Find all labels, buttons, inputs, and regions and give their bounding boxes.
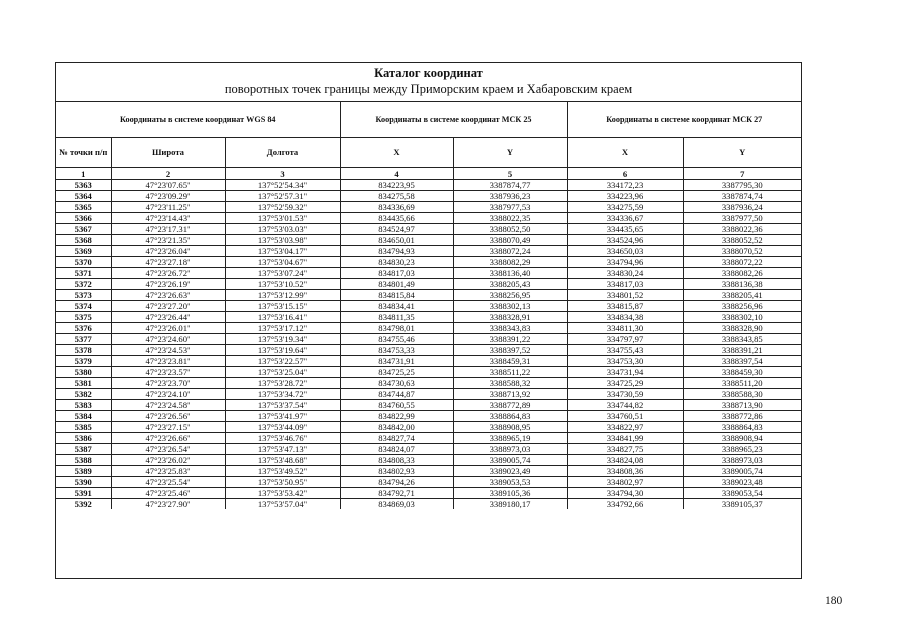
longitude-cell: 137°53'19.64" <box>225 345 340 356</box>
y-msk25-cell: 3388713,92 <box>453 389 567 400</box>
latitude-cell: 47°23'25.54" <box>111 477 225 488</box>
x-msk25-cell: 834730,63 <box>340 378 453 389</box>
y-msk27-cell: 3388713,90 <box>683 400 801 411</box>
latitude-cell: 47°23'27.18" <box>111 257 225 268</box>
header-x-msk27: X <box>567 138 683 168</box>
longitude-cell: 137°53'07.24" <box>225 268 340 279</box>
x-msk25-cell: 834731,91 <box>340 356 453 367</box>
table-row <box>56 290 801 301</box>
x-msk27-cell: 334830,24 <box>567 268 683 279</box>
table-row <box>56 345 801 356</box>
column-number: 6 <box>567 168 683 180</box>
latitude-cell: 47°23'26.56" <box>111 411 225 422</box>
x-msk27-cell: 334822,97 <box>567 422 683 433</box>
longitude-cell: 137°53'22.57" <box>225 356 340 367</box>
longitude-cell: 137°53'04.67" <box>225 257 340 268</box>
x-msk25-cell: 834801,49 <box>340 279 453 290</box>
table-row <box>56 246 801 257</box>
x-msk25-cell: 834822,99 <box>340 411 453 422</box>
x-msk25-cell: 834435,66 <box>340 213 453 224</box>
longitude-cell: 137°53'34.72" <box>225 389 340 400</box>
table-row <box>56 422 801 433</box>
x-msk27-cell: 334435,65 <box>567 224 683 235</box>
point-number-cell: 5377 <box>56 334 111 345</box>
header-y-msk27: Y <box>683 138 801 168</box>
y-msk25-cell: 3388256,95 <box>453 290 567 301</box>
x-msk25-cell: 834275,58 <box>340 191 453 202</box>
y-msk25-cell: 3388343,83 <box>453 323 567 334</box>
column-number: 2 <box>111 168 225 180</box>
x-msk27-cell: 334834,38 <box>567 312 683 323</box>
longitude-cell: 137°53'46.76" <box>225 433 340 444</box>
table-row <box>56 477 801 488</box>
y-msk27-cell: 3388082,26 <box>683 268 801 279</box>
x-msk27-cell: 334755,43 <box>567 345 683 356</box>
table-row <box>56 389 801 400</box>
table-row <box>56 455 801 466</box>
point-number-cell: 5376 <box>56 323 111 334</box>
point-number-cell: 5366 <box>56 213 111 224</box>
point-number-cell: 5391 <box>56 488 111 499</box>
longitude-cell: 137°53'16.41" <box>225 312 340 323</box>
point-number-cell: 5370 <box>56 257 111 268</box>
latitude-cell: 47°23'26.72" <box>111 268 225 279</box>
table-row <box>56 224 801 235</box>
latitude-cell: 47°23'23.81" <box>111 356 225 367</box>
x-msk27-cell: 334824,08 <box>567 455 683 466</box>
y-msk27-cell: 3389005,74 <box>683 466 801 477</box>
y-msk25-cell: 3388391,22 <box>453 334 567 345</box>
x-msk25-cell: 834760,55 <box>340 400 453 411</box>
header-y-msk25: Y <box>453 138 567 168</box>
y-msk27-cell: 3388965,23 <box>683 444 801 455</box>
latitude-cell: 47°23'24.60" <box>111 334 225 345</box>
y-msk27-cell: 3388864,83 <box>683 422 801 433</box>
y-msk25-cell: 3388205,43 <box>453 279 567 290</box>
longitude-cell: 137°53'49.52" <box>225 466 340 477</box>
latitude-cell: 47°23'11.25" <box>111 202 225 213</box>
point-number-cell: 5373 <box>56 290 111 301</box>
x-msk27-cell: 334524,96 <box>567 235 683 246</box>
point-number-cell: 5365 <box>56 202 111 213</box>
latitude-cell: 47°23'24.58" <box>111 400 225 411</box>
header-msk27: Координаты в системе координат МСК 27 <box>567 102 801 138</box>
x-msk27-cell: 334797,97 <box>567 334 683 345</box>
longitude-cell: 137°53'25.04" <box>225 367 340 378</box>
y-msk27-cell: 3387977,50 <box>683 213 801 224</box>
y-msk25-cell: 3388072,24 <box>453 246 567 257</box>
x-msk25-cell: 834817,03 <box>340 268 453 279</box>
longitude-cell: 137°53'01.53" <box>225 213 340 224</box>
latitude-cell: 47°23'24.53" <box>111 345 225 356</box>
y-msk27-cell: 3388022,36 <box>683 224 801 235</box>
longitude-cell: 137°52'59.32" <box>225 202 340 213</box>
table-body <box>56 180 801 510</box>
y-msk25-cell: 3389105,36 <box>453 488 567 499</box>
point-number-cell: 5385 <box>56 422 111 433</box>
longitude-cell: 137°53'04.17" <box>225 246 340 257</box>
point-number-cell: 5388 <box>56 455 111 466</box>
longitude-cell: 137°53'17.12" <box>225 323 340 334</box>
x-msk25-cell: 834815,84 <box>340 290 453 301</box>
table-row <box>56 257 801 268</box>
longitude-cell: 137°53'47.13" <box>225 444 340 455</box>
y-msk27-cell: 3388391,21 <box>683 345 801 356</box>
x-msk27-cell: 334760,51 <box>567 411 683 422</box>
latitude-cell: 47°23'17.31" <box>111 224 225 235</box>
x-msk25-cell: 834842,00 <box>340 422 453 433</box>
column-header-row <box>56 138 801 168</box>
point-number-cell: 5384 <box>56 411 111 422</box>
y-msk27-cell: 3388070,52 <box>683 246 801 257</box>
point-number-cell: 5383 <box>56 400 111 411</box>
latitude-cell: 47°23'27.15" <box>111 422 225 433</box>
header-x-msk25: X <box>340 138 453 168</box>
page-number: 180 <box>825 595 843 607</box>
x-msk25-cell: 834755,46 <box>340 334 453 345</box>
longitude-cell: 137°53'19.34" <box>225 334 340 345</box>
latitude-cell: 47°23'26.02" <box>111 455 225 466</box>
x-msk25-cell: 834808,33 <box>340 455 453 466</box>
table-row <box>56 235 801 246</box>
system-header-row <box>56 102 801 138</box>
column-number: 5 <box>453 168 567 180</box>
point-number-cell: 5382 <box>56 389 111 400</box>
x-msk27-cell: 334801,52 <box>567 290 683 301</box>
point-number-cell: 5363 <box>56 180 111 191</box>
y-msk25-cell: 3387874,77 <box>453 180 567 191</box>
y-msk25-cell: 3389180,17 <box>453 499 567 510</box>
latitude-cell: 47°23'26.54" <box>111 444 225 455</box>
latitude-cell: 47°23'26.63" <box>111 290 225 301</box>
table-row <box>56 400 801 411</box>
header-wgs84: Координаты в системе координат WGS 84 <box>56 102 340 138</box>
y-msk27-cell: 3388588,30 <box>683 389 801 400</box>
x-msk25-cell: 834798,01 <box>340 323 453 334</box>
y-msk25-cell: 3389005,74 <box>453 455 567 466</box>
column-number: 1 <box>56 168 111 180</box>
latitude-cell: 47°23'09.29" <box>111 191 225 202</box>
point-number-cell: 5378 <box>56 345 111 356</box>
y-msk27-cell: 3388052,52 <box>683 235 801 246</box>
x-msk27-cell: 334172,23 <box>567 180 683 191</box>
x-msk27-cell: 334802,97 <box>567 477 683 488</box>
x-msk25-cell: 834827,74 <box>340 433 453 444</box>
y-msk27-cell: 3388205,41 <box>683 290 801 301</box>
latitude-cell: 47°23'26.44" <box>111 312 225 323</box>
y-msk27-cell: 3388136,38 <box>683 279 801 290</box>
y-msk25-cell: 3387977,53 <box>453 202 567 213</box>
catalog-subtitle: поворотных точек границы между Приморским краем и Хабаровским краем <box>224 82 633 96</box>
y-msk25-cell: 3388052,50 <box>453 224 567 235</box>
longitude-cell: 137°53'10.52" <box>225 279 340 290</box>
longitude-cell: 137°53'03.98" <box>225 235 340 246</box>
y-msk25-cell: 3388022,35 <box>453 213 567 224</box>
x-msk25-cell: 834725,25 <box>340 367 453 378</box>
table-row <box>56 378 801 389</box>
y-msk25-cell: 3388459,31 <box>453 356 567 367</box>
x-msk25-cell: 834834,41 <box>340 301 453 312</box>
x-msk27-cell: 334794,30 <box>567 488 683 499</box>
y-msk27-cell: 3388397,54 <box>683 356 801 367</box>
x-msk25-cell: 834753,33 <box>340 345 453 356</box>
column-number-row <box>56 168 801 180</box>
y-msk25-cell: 3388082,29 <box>453 257 567 268</box>
y-msk25-cell: 3388397,52 <box>453 345 567 356</box>
y-msk25-cell: 3388328,91 <box>453 312 567 323</box>
longitude-cell: 137°53'41.97" <box>225 411 340 422</box>
longitude-cell: 137°53'28.72" <box>225 378 340 389</box>
point-number-cell: 5368 <box>56 235 111 246</box>
table-row <box>56 499 801 510</box>
x-msk27-cell: 334730,59 <box>567 389 683 400</box>
table-row <box>56 367 801 378</box>
x-msk27-cell: 334275,59 <box>567 202 683 213</box>
y-msk25-cell: 3388864,83 <box>453 411 567 422</box>
y-msk25-cell: 3388965,19 <box>453 433 567 444</box>
y-msk27-cell: 3389105,37 <box>683 499 801 510</box>
x-msk27-cell: 334744,82 <box>567 400 683 411</box>
x-msk25-cell: 834830,23 <box>340 257 453 268</box>
latitude-cell: 47°23'23.57" <box>111 367 225 378</box>
x-msk25-cell: 834524,97 <box>340 224 453 235</box>
x-msk25-cell: 834744,87 <box>340 389 453 400</box>
y-msk27-cell: 3389053,54 <box>683 488 801 499</box>
longitude-cell: 137°53'50.95" <box>225 477 340 488</box>
table-row <box>56 488 801 499</box>
y-msk25-cell: 3388973,03 <box>453 444 567 455</box>
y-msk25-cell: 3388136,40 <box>453 268 567 279</box>
latitude-cell: 47°23'25.46" <box>111 488 225 499</box>
longitude-cell: 137°53'48.68" <box>225 455 340 466</box>
table-row <box>56 268 801 279</box>
x-msk27-cell: 334753,30 <box>567 356 683 367</box>
column-number: 7 <box>683 168 801 180</box>
latitude-cell: 47°23'25.83" <box>111 466 225 477</box>
latitude-cell: 47°23'23.70" <box>111 378 225 389</box>
coordinate-catalog <box>55 62 802 579</box>
header-longitude: Долгота <box>225 138 340 168</box>
point-number-cell: 5371 <box>56 268 111 279</box>
point-number-cell: 5375 <box>56 312 111 323</box>
y-msk27-cell: 3387795,30 <box>683 180 801 191</box>
x-msk27-cell: 334794,96 <box>567 257 683 268</box>
x-msk25-cell: 834792,71 <box>340 488 453 499</box>
point-number-cell: 5386 <box>56 433 111 444</box>
latitude-cell: 47°23'26.19" <box>111 279 225 290</box>
longitude-cell: 137°53'12.99" <box>225 290 340 301</box>
x-msk25-cell: 834794,26 <box>340 477 453 488</box>
table-row <box>56 279 801 290</box>
point-number-cell: 5374 <box>56 301 111 312</box>
point-number-cell: 5369 <box>56 246 111 257</box>
latitude-cell: 47°23'26.01" <box>111 323 225 334</box>
table-row <box>56 301 801 312</box>
y-msk25-cell: 3388588,32 <box>453 378 567 389</box>
latitude-cell: 47°23'21.35" <box>111 235 225 246</box>
y-msk27-cell: 3388343,85 <box>683 334 801 345</box>
point-number-cell: 5392 <box>56 499 111 510</box>
latitude-cell: 47°23'27.20" <box>111 301 225 312</box>
table-row <box>56 323 801 334</box>
y-msk25-cell: 3389053,53 <box>453 477 567 488</box>
longitude-cell: 137°52'54.34" <box>225 180 340 191</box>
x-msk27-cell: 334336,67 <box>567 213 683 224</box>
latitude-cell: 47°23'26.04" <box>111 246 225 257</box>
point-number-cell: 5390 <box>56 477 111 488</box>
table-row <box>56 312 801 323</box>
x-msk25-cell: 834336,69 <box>340 202 453 213</box>
x-msk27-cell: 334817,03 <box>567 279 683 290</box>
coordinates-table <box>56 102 801 509</box>
y-msk27-cell: 3387936,24 <box>683 202 801 213</box>
y-msk27-cell: 3388072,22 <box>683 257 801 268</box>
longitude-cell: 137°52'57.31" <box>225 191 340 202</box>
y-msk27-cell: 3388459,30 <box>683 367 801 378</box>
longitude-cell: 137°53'44.09" <box>225 422 340 433</box>
y-msk27-cell: 3387874,74 <box>683 191 801 202</box>
point-number-cell: 5381 <box>56 378 111 389</box>
longitude-cell: 137°53'15.15" <box>225 301 340 312</box>
y-msk25-cell: 3388511,22 <box>453 367 567 378</box>
y-msk25-cell: 3388908,95 <box>453 422 567 433</box>
table-row <box>56 213 801 224</box>
point-number-cell: 5379 <box>56 356 111 367</box>
x-msk27-cell: 334841,99 <box>567 433 683 444</box>
table-row <box>56 444 801 455</box>
y-msk25-cell: 3388302,13 <box>453 301 567 312</box>
point-number-cell: 5364 <box>56 191 111 202</box>
y-msk27-cell: 3389023,48 <box>683 477 801 488</box>
latitude-cell: 47°23'24.10" <box>111 389 225 400</box>
latitude-cell: 47°23'14.43" <box>111 213 225 224</box>
latitude-cell: 47°23'07.65" <box>111 180 225 191</box>
y-msk25-cell: 3389023,49 <box>453 466 567 477</box>
x-msk27-cell: 334731,94 <box>567 367 683 378</box>
y-msk27-cell: 3388973,03 <box>683 455 801 466</box>
table-row <box>56 180 801 191</box>
table-row <box>56 433 801 444</box>
title-block <box>56 63 801 102</box>
header-msk25: Координаты в системе координат МСК 25 <box>340 102 567 138</box>
table-row <box>56 411 801 422</box>
x-msk27-cell: 334808,36 <box>567 466 683 477</box>
latitude-cell: 47°23'27.90" <box>111 499 225 510</box>
catalog-title: Каталог координат <box>374 66 483 80</box>
x-msk27-cell: 334811,30 <box>567 323 683 334</box>
x-msk25-cell: 834223,95 <box>340 180 453 191</box>
x-msk25-cell: 834802,93 <box>340 466 453 477</box>
header-latitude: Широта <box>111 138 225 168</box>
y-msk27-cell: 3388302,10 <box>683 312 801 323</box>
x-msk25-cell: 834650,01 <box>340 235 453 246</box>
x-msk27-cell: 334223,96 <box>567 191 683 202</box>
point-number-cell: 5387 <box>56 444 111 455</box>
table-row <box>56 334 801 345</box>
x-msk27-cell: 334792,66 <box>567 499 683 510</box>
point-number-cell: 5389 <box>56 466 111 477</box>
longitude-cell: 137°53'37.54" <box>225 400 340 411</box>
x-msk27-cell: 334827,75 <box>567 444 683 455</box>
point-number-cell: 5367 <box>56 224 111 235</box>
x-msk27-cell: 334650,03 <box>567 246 683 257</box>
longitude-cell: 137°53'57.04" <box>225 499 340 510</box>
y-msk27-cell: 3388328,90 <box>683 323 801 334</box>
y-msk25-cell: 3388070,49 <box>453 235 567 246</box>
y-msk27-cell: 3388772,86 <box>683 411 801 422</box>
y-msk27-cell: 3388908,94 <box>683 433 801 444</box>
x-msk25-cell: 834869,03 <box>340 499 453 510</box>
column-number: 4 <box>340 168 453 180</box>
column-number: 3 <box>225 168 340 180</box>
longitude-cell: 137°53'03.03" <box>225 224 340 235</box>
y-msk25-cell: 3388772,89 <box>453 400 567 411</box>
x-msk25-cell: 834794,93 <box>340 246 453 257</box>
table-row <box>56 356 801 367</box>
y-msk27-cell: 3388511,20 <box>683 378 801 389</box>
table-row <box>56 202 801 213</box>
x-msk25-cell: 834811,35 <box>340 312 453 323</box>
x-msk25-cell: 834824,07 <box>340 444 453 455</box>
point-number-cell: 5372 <box>56 279 111 290</box>
y-msk27-cell: 3388256,96 <box>683 301 801 312</box>
y-msk25-cell: 3387936,23 <box>453 191 567 202</box>
table-row <box>56 191 801 202</box>
x-msk27-cell: 334725,29 <box>567 378 683 389</box>
x-msk27-cell: 334815,87 <box>567 301 683 312</box>
latitude-cell: 47°23'26.66" <box>111 433 225 444</box>
point-number-cell: 5380 <box>56 367 111 378</box>
longitude-cell: 137°53'53.42" <box>225 488 340 499</box>
table-row <box>56 466 801 477</box>
header-point-number: № точки п/п <box>56 138 111 168</box>
